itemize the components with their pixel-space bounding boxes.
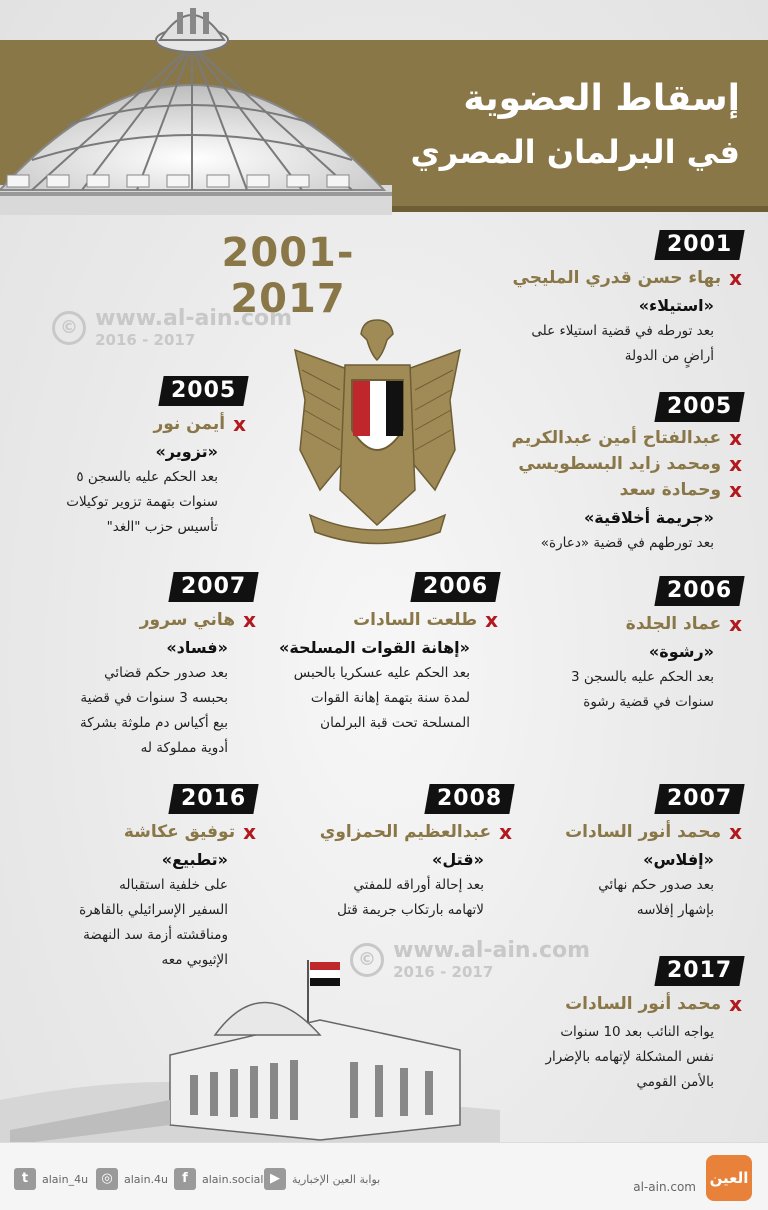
description: بعد صدور حكم نهائي بإشهار إفلاسه (598, 877, 714, 918)
x-mark-icon: x (729, 452, 742, 476)
year-badge: 2008 (424, 784, 515, 814)
member-row (16, 608, 256, 632)
member-row (442, 478, 742, 502)
member-name: عبدالفتاح أمين عبدالكريم (511, 428, 722, 448)
member-row (16, 820, 256, 844)
watermark-url: www.al-ain.com (95, 306, 293, 331)
member-row (512, 820, 742, 844)
entry-2008 (252, 784, 512, 923)
youtube-icon: ▶ (264, 1168, 286, 1190)
parliament-building-illustration (0, 950, 500, 1145)
member-name: طلعت السادات (353, 610, 478, 630)
charge-label: «قتل» (432, 850, 484, 869)
social-twitter[interactable] (14, 1168, 88, 1190)
watermark-years: 2016 - 2017 (95, 331, 196, 349)
watermark-top (52, 306, 292, 349)
member-row (442, 426, 742, 450)
member-name: أيمن نور (153, 414, 226, 434)
charge-label: «جريمة أخلاقية» (583, 508, 714, 527)
description: على خلفية استقباله السفير الإسرائيلي بالقاهرة ومناقشته أزمة سد النهضة الإثيوبي معه (79, 877, 228, 968)
parliament-dome-illustration (0, 0, 392, 215)
social-instagram[interactable] (96, 1168, 168, 1190)
x-mark-icon: x (233, 412, 246, 436)
year-badge: 2005 (158, 376, 249, 406)
member-row (512, 612, 742, 636)
x-mark-icon: x (729, 820, 742, 844)
description: بعد تورطهم في قضية «دعارة» (540, 535, 714, 551)
member-name: عبدالعظيم الحمزاوي (319, 822, 492, 842)
egypt-eagle-emblem (290, 310, 465, 545)
charge-label: «إهانة القوات المسلحة» (279, 638, 470, 657)
charge-label: «فساد» (166, 638, 228, 657)
years-range: 2001-2017 (221, 230, 355, 322)
instagram-icon: ◎ (96, 1168, 118, 1190)
member-row (238, 608, 498, 632)
page-title: إسقاط العضوية (463, 78, 740, 119)
entry-2005-right (442, 392, 742, 556)
member-name: وحمادة سعد (619, 480, 722, 500)
youtube-handle: بوابة العين الإخبارية (292, 1172, 381, 1186)
member-row (442, 452, 742, 476)
x-mark-icon: x (729, 612, 742, 636)
x-mark-icon: x (729, 266, 742, 290)
twitter-icon: t (14, 1168, 36, 1190)
charge-label: «تزوير» (155, 442, 218, 461)
charge-label: «إفلاس» (643, 850, 714, 869)
x-mark-icon: x (243, 820, 256, 844)
x-mark-icon: x (729, 426, 742, 450)
description: يواجه النائب بعد 10 سنوات نفس المشكلة لإتهامه بالإضرار بالأمن القومي (545, 1024, 714, 1090)
year-badge: 2001 (654, 230, 745, 260)
year-badge: 2007 (168, 572, 259, 602)
member-row (252, 820, 512, 844)
x-mark-icon: x (729, 478, 742, 502)
page-subtitle: في البرلمان المصري (410, 133, 740, 171)
year-badge: 2016 (168, 784, 259, 814)
year-badge: 2005 (654, 392, 745, 422)
year-badge: 2017 (654, 956, 745, 986)
charge-label: «تطبيع» (161, 850, 228, 869)
year-badge: 2006 (654, 576, 745, 606)
entry-2006-right (512, 576, 742, 715)
social-facebook[interactable] (174, 1168, 263, 1190)
twitter-handle: alain_4u (42, 1172, 89, 1186)
copyright-icon: © (350, 943, 384, 977)
member-row (482, 992, 742, 1016)
instagram-handle: alain.4u (124, 1172, 169, 1186)
x-mark-icon: x (729, 992, 742, 1016)
copyright-icon: © (52, 311, 86, 345)
description: بعد صدور حكم قضائي بحبسه 3 سنوات في قضية بيع أكياس دم ملوثة بشركة أدوية مملوكة له (80, 665, 228, 756)
watermark-years: 2016 - 2017 (393, 963, 494, 981)
entry-2016 (16, 784, 256, 973)
social-youtube[interactable] (264, 1168, 380, 1190)
x-mark-icon: x (485, 608, 498, 632)
description: بعد إحالة أوراقه للمفتي لاتهامه بارتكاب جريمة قتل (337, 877, 484, 918)
site-url[interactable]: al-ain.com (633, 1180, 696, 1194)
entry-2017 (482, 956, 742, 1095)
description: بعد الحكم عليه بالسجن 3 سنوات في قضية رشوة (571, 669, 714, 710)
entry-2006-middle (238, 572, 498, 736)
facebook-handle: alain.social (202, 1172, 264, 1186)
title-block (360, 75, 740, 175)
entry-2005-left (26, 376, 246, 540)
x-mark-icon: x (243, 608, 256, 632)
x-mark-icon: x (499, 820, 512, 844)
entry-2007-right (512, 784, 742, 923)
member-name: عماد الجلدة (625, 614, 722, 634)
member-name: بهاء حسن قدري المليجي (512, 268, 722, 288)
member-row (442, 266, 742, 290)
facebook-icon: f (174, 1168, 196, 1190)
description: بعد الحكم عليه عسكريا بالحبس لمدة سنة بتهمة إهانة القوات المسلحة تحت قبة البرلمان (293, 665, 470, 731)
entry-2007-left (16, 572, 256, 761)
year-badge: 2007 (654, 784, 745, 814)
description: بعد الحكم عليه بالسجن ٥ سنوات بتهمة تزوير توكيلات تأسيس حزب "الغد" (66, 469, 218, 535)
member-name: ومحمد زايد البسطويسي (518, 454, 722, 474)
entry-2001 (442, 230, 742, 369)
member-name: محمد أنور السادات (565, 994, 722, 1014)
al-ain-logo[interactable]: العين (706, 1155, 752, 1201)
description: بعد تورطه في قضية استيلاء على أراضٍ من الدولة (531, 323, 714, 364)
year-badge: 2006 (410, 572, 501, 602)
member-name: هاني سرور (139, 610, 236, 630)
member-name: محمد أنور السادات (565, 822, 722, 842)
member-row (26, 412, 246, 436)
watermark-url: www.al-ain.com (393, 938, 591, 963)
member-name: توفيق عكاشة (123, 822, 236, 842)
charge-label: «رشوة» (648, 642, 714, 661)
charge-label: «استيلاء» (638, 296, 714, 315)
